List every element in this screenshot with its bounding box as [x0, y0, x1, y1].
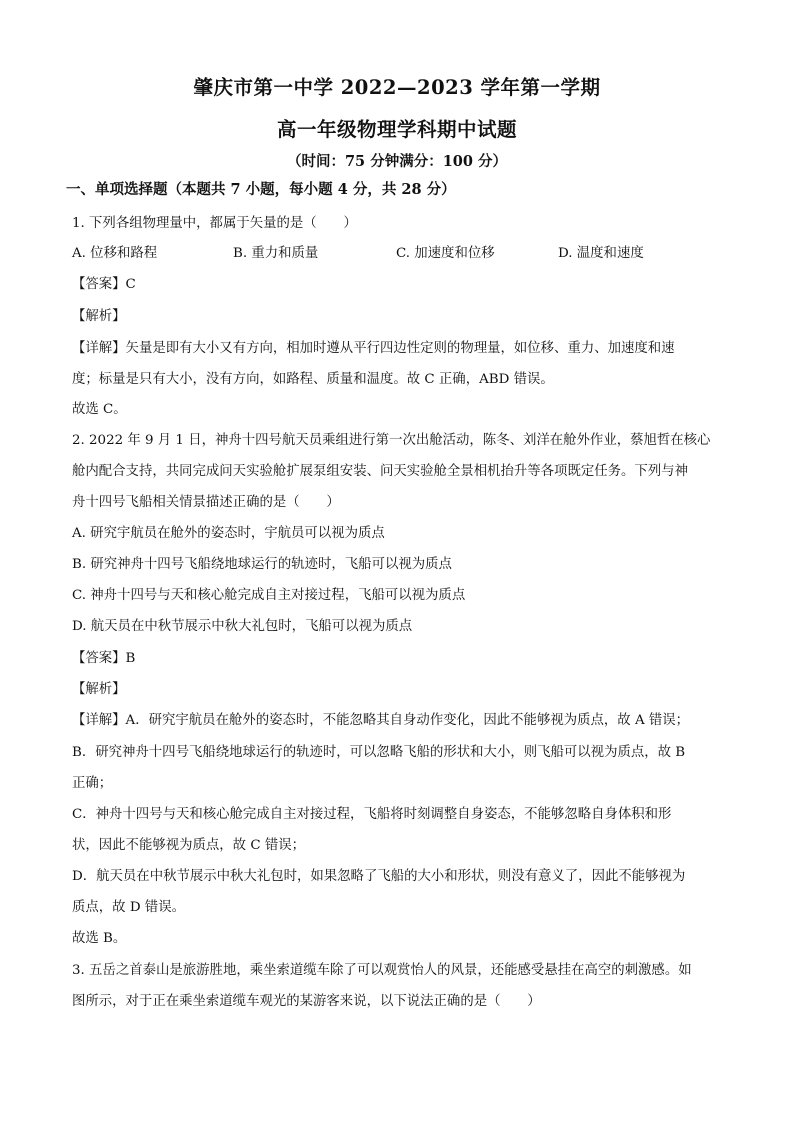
q2-detail-c-line-1: C．神舟十四号与天和核心舱完成自主对接过程，飞船将时刻调整自身姿态，不能够忽略自身体积和形 — [72, 807, 672, 822]
q1-conclusion: 故选 C。 — [72, 402, 127, 417]
document-title: 肇庆市第一中学 2022—2023 学年第一学期 — [193, 76, 601, 99]
q2-detail-d-line-2: 质点，故 D 错误。 — [72, 900, 185, 915]
section-heading: 一、单项选择题（本题共 7 小题，每小题 4 分，共 28 分） — [66, 181, 456, 198]
q2-option-c: C. 神舟十四号与天和核心舱完成自主对接过程，飞船可以视为质点 — [72, 588, 466, 603]
q2-option-b: B. 研究神舟十四号飞船绕地球运行的轨迹时，飞船可以视为质点 — [72, 557, 452, 572]
q2-detail-a: 【详解】A．研究宇航员在舱外的姿态时，不能忽略其自身动作变化，因此不能够视为质点，故 A 错误； — [72, 713, 690, 728]
q1-detail-line-2: 度；标量是只有大小，没有方向，如路程、质量和温度。故 C 正确，ABD 错误。 — [72, 372, 554, 387]
q2-stem-line-3: 舟十四号飞船相关情景描述正确的是（ ） — [72, 495, 340, 510]
q2-detail-d-line-1: D．航天员在中秋节展示中秋大礼包时，如果忽略了飞船的大小和形状，则没有意义了，因此不能够视为 — [72, 869, 686, 884]
q1-detail-line-1: 【详解】矢量是即有大小又有方向，相加时遵从平行四边性定则的物理量，如位移、重力、加速度和速 — [72, 341, 675, 356]
q2-stem-line-1: 2. 2022 年 9 月 1 日，神舟十四号航天员乘组进行第一次出舱活动，陈冬、刘洋在舱外作业，蔡旭哲在核心 — [72, 433, 711, 448]
q2-option-a: A. 研究宇航员在舱外的姿态时，宇航员可以视为质点 — [72, 526, 385, 541]
document-subtitle: 高一年级物理学科期中试题 — [276, 118, 517, 141]
q1-option-d: D. 温度和速度 — [558, 246, 644, 261]
q2-option-d: D. 航天员在中秋节展示中秋大礼包时，飞船可以视为质点 — [72, 619, 413, 634]
q1-analysis-label: 【解析】 — [72, 309, 126, 324]
q2-detail-c-line-2: 状，因此不能够视为质点，故 C 错误； — [72, 838, 306, 853]
q2-answer: 【答案】B — [72, 651, 136, 666]
q2-detail-b-line-1: B．研究神舟十四号飞船绕地球运行的轨迹时，可以忽略飞船的形状和大小，则飞船可以视为质点，故 B — [72, 745, 686, 760]
q1-stem: 1. 下列各组物理量中，都属于矢量的是（ ） — [72, 216, 357, 231]
q1-option-b: B. 重力和质量 — [233, 246, 319, 261]
q1-option-a: A. 位移和路程 — [72, 246, 158, 261]
q3-stem-line-1: 3. 五岳之首泰山是旅游胜地，乘坐索道缆车除了可以观赏怡人的风景，还能感受悬挂在高空的刺激感。如 — [72, 963, 692, 978]
exam-time-info: （时间：75 分钟满分：100 分） — [286, 153, 508, 170]
q3-stem-line-2: 图所示，对于正在乘坐索道缆车观光的某游客来说，以下说法正确的是（ ） — [72, 994, 541, 1009]
q2-analysis-label: 【解析】 — [72, 682, 126, 697]
q1-answer: 【答案】C — [72, 277, 136, 292]
q2-conclusion: 故选 B。 — [72, 931, 127, 946]
q1-option-c: C. 加速度和位移 — [396, 246, 495, 261]
q2-detail-b-line-2: 正确； — [72, 776, 113, 791]
q2-stem-line-2: 舱内配合支持，共同完成问天实验舱扩展泵组安装、问天实验舱全景相机抬升等各项既定任务。下列与神 — [72, 464, 688, 479]
